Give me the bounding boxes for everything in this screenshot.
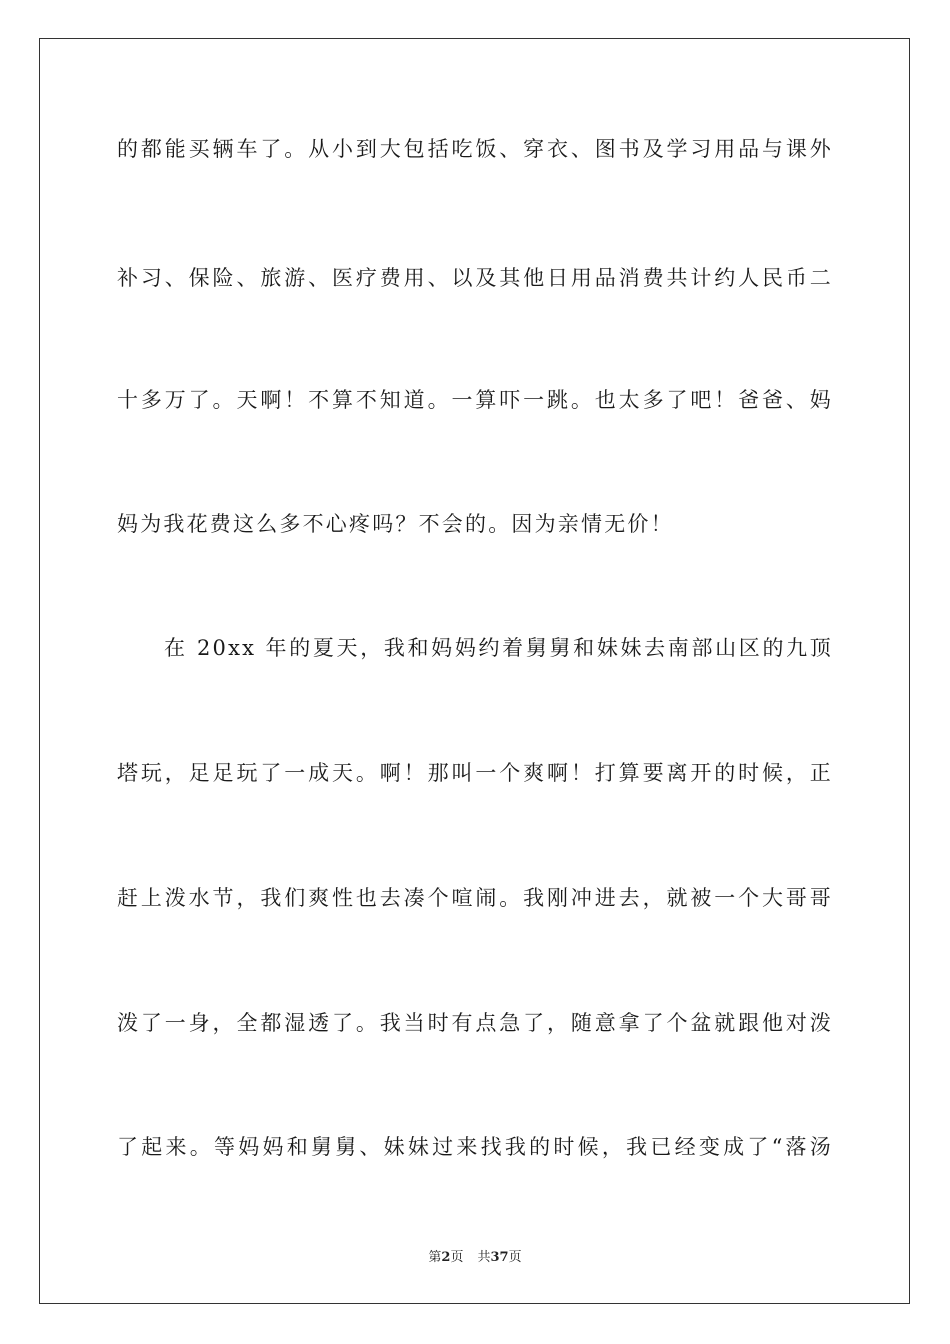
current-page-number: 2: [441, 1250, 451, 1265]
paragraph-line: 赶上泼水节，我们爽性也去凑个喧闹。我刚冲进去，就被一个大哥哥: [117, 886, 833, 910]
paragraph-line: 了起来。等妈妈和舅舅、妹妹过来找我的时候，我已经变成了“落汤: [117, 1135, 833, 1159]
page-number-prefix: 第: [428, 1250, 442, 1265]
paragraph-line: 塔玩，足足玩了一成天。啊！那叫一个爽啊！打算要离开的时候，正: [117, 761, 833, 785]
paragraph-line: 妈为我花费这么多不心疼吗？不会的。因为亲情无价！: [117, 512, 674, 536]
page-border: [39, 38, 910, 1304]
total-page-count: 37: [490, 1250, 509, 1265]
paragraph-line: 补习、保险、旅游、医疗费用、以及其他日用品消费共计约人民币二: [117, 266, 833, 290]
total-pages-unit: 页: [508, 1250, 522, 1265]
paragraph-line: 十多万了。天啊！不算不知道。一算吓一跳。也太多了吧！爸爸、妈: [117, 388, 833, 412]
page-footer: [0, 1246, 950, 1265]
page-number-unit: 页: [450, 1250, 464, 1265]
paragraph-line: 泼了一身，全都湿透了。我当时有点急了，随意拿了个盆就跟他对泼: [117, 1011, 833, 1035]
paragraph-line: 在 20xx 年的夏天，我和妈妈约着舅舅和妹妹去南部山区的九顶: [164, 636, 833, 660]
paragraph-line: 的都能买辆车了。从小到大包括吃饭、穿衣、图书及学习用品与课外: [117, 137, 833, 161]
total-pages-prefix: 共: [477, 1250, 491, 1265]
